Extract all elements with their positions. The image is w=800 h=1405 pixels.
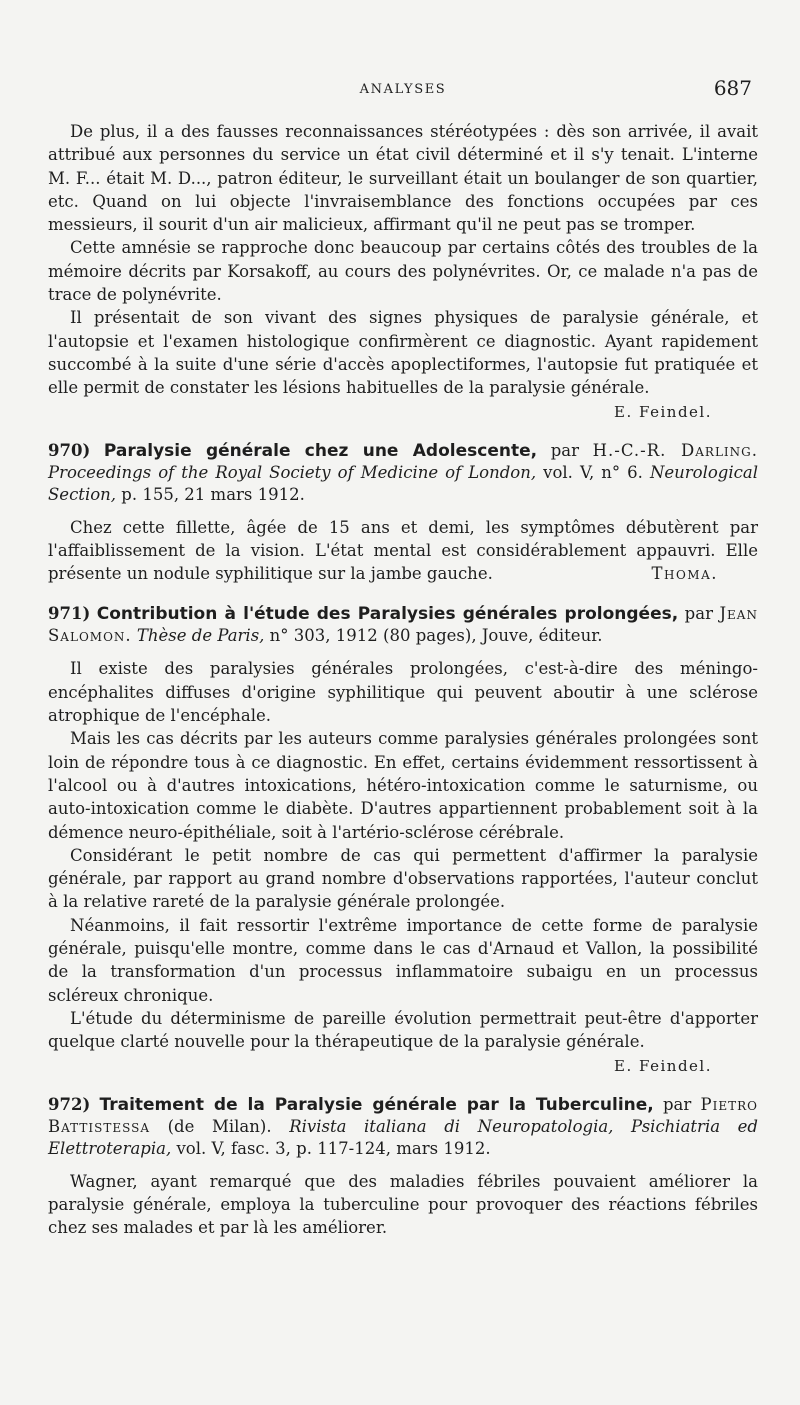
entry-title: Traitement de la Paralysie générale par la Tuberculine, [99, 1094, 654, 1115]
paragraph: Néanmoins, il fait ressortir l'extrême importance de cette forme de paralysie générale, puisqu'elle montre, comme dans le cas d'Arnaud et Vallon, la possibilité de la transformation d'un processus inflammatoire subaigu en un processus scléreux chronique. [48, 915, 758, 1005]
entry-author: Pietro Battistessa [48, 1094, 758, 1136]
entry-number: 970) [48, 440, 91, 460]
source-details: n° 303, 1912 (80 pages), Jouve, éditeur. [264, 626, 603, 646]
paragraph: Mais les cas décrits par les auteurs comme paralysies générales prolongées sont loin de répondre tous à ce diagnostic. En effet, certains évidemment ressortissent à l'alcool ou à d'autres intoxications, hétéro-intoxication comme le saturnisme, ou auto-intoxication comme le diabète. D'autres appartiennent probablement soit à la démence neuro-épithéliale, soit à l'artério-sclérose cérébrale. [48, 729, 758, 842]
entry-title: Paralysie générale chez une Adolescente, [103, 440, 538, 461]
paragraph: De plus, il a des fausses reconnaissances stéréotypées : dès son arrivée, il avait attribué aux personnes du service un état civil déterminé et il s'y tenait. L'interne M. F... était M. D..., patron éditeur, le surveillant était un boulanger de son quartier, etc. Quand on lui objecte l'invraisemblance des fonctions occupées par ces messieurs, il sourit d'un air malicieux, affirmant qu'il ne peut pas se tromper. [48, 122, 758, 235]
entry-number: 972) [48, 1094, 91, 1114]
entry-970 [48, 440, 758, 586]
entry-body [48, 516, 758, 586]
entry-972 [48, 1094, 758, 1240]
paragraph: L'étude du déterminisme de pareille évolution permettrait peut-être d'apporter quelque clarté nouvelle pour la thérapeutique de la paralysie générale. [48, 1008, 758, 1052]
entry-971 [48, 603, 758, 1077]
source-thesis: Thèse de Paris, [136, 626, 265, 646]
journal-page [48, 74, 758, 1239]
paragraph: Considérant le petit nombre de cas qui permettent d'affirmer la paralysie générale, par rapport au grand nombre d'observations rapportées, l'auteur conclut à la relative rareté de la paralysie générale prolongée. [48, 845, 758, 912]
entry-author: Jean Salomon. [48, 604, 758, 646]
paragraph: Chez cette fillette, âgée de 15 ans et demi, les symptômes débutèrent par l'affaiblissement de la vision. L'état mental est considérablement appauvri. Elle présente un nodule syphilitique sur la jambe gauche. [48, 517, 758, 584]
paragraph: Wagner, ayant remarqué que des maladies fébriles pouvaient améliorer la paralysie générale, employa la tuberculine pour provoquer des réactions fébriles chez ses malades et par là les améliorer. [48, 1171, 758, 1238]
running-head [48, 74, 758, 102]
page-number: 687 [713, 76, 752, 100]
signature: E. Feindel. [614, 402, 712, 421]
source-details: p. 155, 21 mars 1912. [116, 484, 305, 504]
entry-title: Contribution à l'étude des Paralysies générales prolongées, [96, 604, 679, 625]
source-journal: Proceedings of the Royal Society of Medicine of London, [48, 462, 537, 482]
source-journal: Rivista italiana di Neuropatologia, Psichiatria ed Elettroterapia, [48, 1116, 758, 1158]
signature: E. Feindel. [614, 1056, 712, 1075]
paragraph: Il présentait de son vivant des signes physiques de paralysie générale, et l'autopsie et l'examen histologique confirmèrent ce diagnostic. Ayant rapidement succombé à la suite d'une série d'accès apoplectiformes, l'autopsie fut pratiquée et elle permit de constater les lésions habituelles de la paralysie générale. [48, 308, 758, 398]
entry-body [48, 657, 758, 1077]
entry-heading: 972) Traitement de la Paralysie générale par la Tuberculine, par Pietro Battistessa (de Milan). Rivista italiana di Neuropatologia, Psichiatria ed Elettroterapia, vol. V, fasc. 3, p. 117-124, mars 1912. [48, 1094, 758, 1158]
paragraph: Il existe des paralysies générales prolongées, c'est-à-dire des méningo-encéphalites diffuses d'origine syphilitique qui peuvent aboutir à une sclérose atrophique de l'encéphale. [48, 659, 758, 726]
entry-body [48, 1170, 758, 1240]
signature: Thoma. [651, 564, 718, 584]
entry-heading: 970) Paralysie générale chez une Adolescente, par H.-C.-R. Darling. Proceedings of the Royal Society of Medicine of London, vol. V, n° 6. Neurological Section, p. 155, 21 mars 1912. [48, 440, 759, 504]
running-title: ANALYSES [359, 82, 447, 97]
entry-author: H.-C.-R. Darling. [592, 440, 759, 460]
source-section: Neurological Section, [48, 462, 758, 504]
entry-heading: 971) Contribution à l'étude des Paralysies générales prolongées, par Jean Salomon. Thèse de Paris, n° 303, 1912 (80 pages), Jouve, éditeur. [48, 604, 758, 646]
source-details: vol. V, fasc. 3, p. 117-124, mars 1912. [171, 1138, 491, 1158]
entry-number: 971) [48, 604, 91, 624]
paragraph: Cette amnésie se rapproche donc beaucoup par certains côtés des troubles de la mémoire décrits par Korsakoff, au cours des polynévrites. Or, ce malade n'a pas de trace de polynévrite. [48, 238, 758, 305]
intro-continuation [48, 120, 758, 424]
